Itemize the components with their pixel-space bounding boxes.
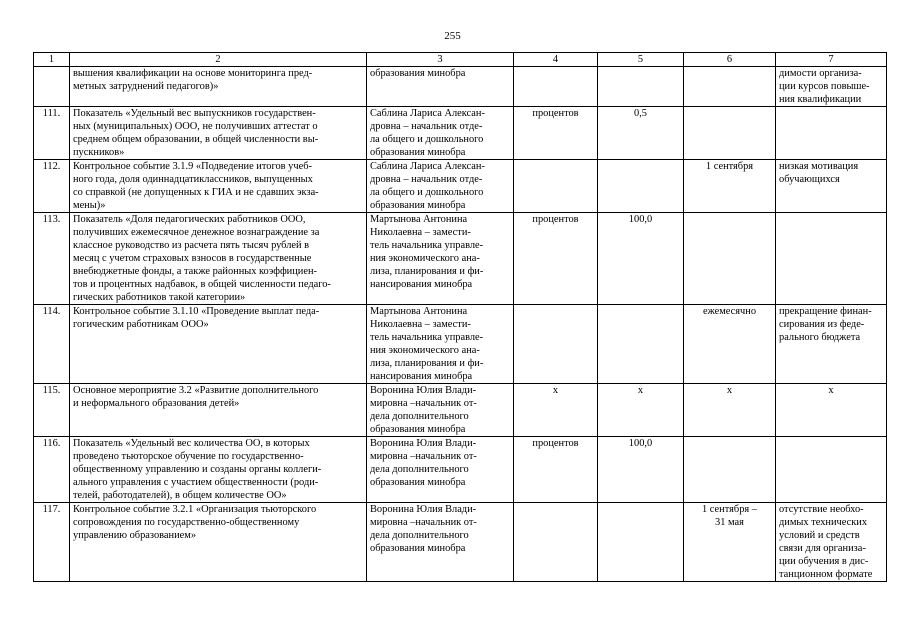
row-unit	[514, 503, 598, 582]
row-unit: процентов	[514, 437, 598, 503]
row-name: Показатель «Удельный вес выпускников государствен- ных (муниципальных) ООО, не получивших аттестат о среднем общем образовании, в общей численности вы- пускников»	[70, 107, 367, 160]
row-risk: димости организа- ции курсов повыше- ния квалификации	[776, 67, 887, 107]
row-name: Контрольное событие 3.1.10 «Проведение выплат педа- гогическим работникам ООО»	[70, 305, 367, 384]
row-number: 115.	[34, 384, 70, 437]
row-value	[598, 160, 684, 213]
row-term: x	[684, 384, 776, 437]
row-responsible: Саблина Лариса Алексан- дровна – начальник отде- ла общего и дошкольного образования минобра	[367, 160, 514, 213]
row-unit: x	[514, 384, 598, 437]
row-value	[598, 67, 684, 107]
column-number-row	[34, 53, 887, 67]
row-responsible: Мартынова Антонина Николаевна – замести- тель начальника управле- ния экономического ана- лиза, планирования и фи- нансирования минобра	[367, 305, 514, 384]
table-row	[34, 437, 887, 503]
row-term	[684, 107, 776, 160]
row-responsible: образования минобра	[367, 67, 514, 107]
row-name: Показатель «Доля педагогических работников ООО, получивших ежемесячное денежное вознаграждение за классное руководство из расчета пять тысяч рублей в месяц с учетом страховых взносов в государственные внебюджетные фонды, а также районных коэффициен- тов и процентных надбавок, в общей численности педаго- гических работников такой категории»	[70, 213, 367, 305]
column-header: 5	[598, 53, 684, 67]
row-unit: процентов	[514, 107, 598, 160]
row-term: ежемесячно	[684, 305, 776, 384]
row-number: 111.	[34, 107, 70, 160]
row-unit	[514, 160, 598, 213]
page-number: 255	[444, 30, 461, 42]
column-header: 6	[684, 53, 776, 67]
row-number: 114.	[34, 305, 70, 384]
row-number	[34, 67, 70, 107]
table-row	[34, 213, 887, 305]
row-responsible: Воронина Юлия Влади- мировна –начальник от- дела дополнительного образования минобра	[367, 437, 514, 503]
row-term: 1 сентября – 31 мая	[684, 503, 776, 582]
row-name: Показатель «Удельный вес количества ОО, в которых проведено тьюторское обучение по государственно- общественному управлению и созданы органы коллеги- ального управления с участием общественности (роди- телей, работодателей), в общем количестве ОО»	[70, 437, 367, 503]
row-value: 0,5	[598, 107, 684, 160]
row-unit	[514, 305, 598, 384]
row-value	[598, 305, 684, 384]
row-responsible: Саблина Лариса Алексан- дровна – начальник отде- ла общего и дошкольного образования минобра	[367, 107, 514, 160]
row-risk: низкая мотивация обучающихся	[776, 160, 887, 213]
row-value	[598, 503, 684, 582]
row-number: 113.	[34, 213, 70, 305]
table-row	[34, 67, 887, 107]
plan-table	[33, 52, 887, 582]
row-risk	[776, 107, 887, 160]
column-header: 2	[70, 53, 367, 67]
row-term	[684, 213, 776, 305]
row-risk: отсутствие необхо- димых технических условий и средств связи для организа- ции обучения в дис- танционном формате	[776, 503, 887, 582]
row-term: 1 сентября	[684, 160, 776, 213]
row-name: Контрольное событие 3.2.1 «Организация тьюторского сопровождения по государственно-общественному управлению образованием»	[70, 503, 367, 582]
row-unit	[514, 67, 598, 107]
row-risk	[776, 213, 887, 305]
row-name: Основное мероприятие 3.2 «Развитие дополнительного и неформального образования детей»	[70, 384, 367, 437]
row-name: вышения квалификации на основе мониторинга пред- метных затруднений педагогов)»	[70, 67, 367, 107]
table-row	[34, 305, 887, 384]
row-responsible: Воронина Юлия Влади- мировна –начальник от- дела дополнительного образования минобра	[367, 503, 514, 582]
row-risk: прекращение финан- сирования из феде- рального бюджета	[776, 305, 887, 384]
row-responsible: Мартынова Антонина Николаевна – замести- тель начальника управле- ния экономического ана- лиза, планирования и фи- нансирования минобра	[367, 213, 514, 305]
table-row	[34, 160, 887, 213]
table-row	[34, 107, 887, 160]
table-row	[34, 503, 887, 582]
row-value: 100,0	[598, 213, 684, 305]
row-responsible: Воронина Юлия Влади- мировна –начальник от- дела дополнительного образования минобра	[367, 384, 514, 437]
row-value: 100,0	[598, 437, 684, 503]
row-name: Контрольное событие 3.1.9 «Подведение итогов учеб- ного года, доля одиннадцатиклассников, выпущенных со справкой (не допущенных к ГИА и не сдавших экза- мены)»	[70, 160, 367, 213]
row-term	[684, 67, 776, 107]
row-value: x	[598, 384, 684, 437]
row-number: 117.	[34, 503, 70, 582]
column-header: 1	[34, 53, 70, 67]
row-number: 112.	[34, 160, 70, 213]
column-header: 3	[367, 53, 514, 67]
table-row	[34, 384, 887, 437]
row-unit: процентов	[514, 213, 598, 305]
row-term	[684, 437, 776, 503]
row-number: 116.	[34, 437, 70, 503]
row-risk: x	[776, 384, 887, 437]
column-header: 4	[514, 53, 598, 67]
row-risk	[776, 437, 887, 503]
column-header: 7	[776, 53, 887, 67]
